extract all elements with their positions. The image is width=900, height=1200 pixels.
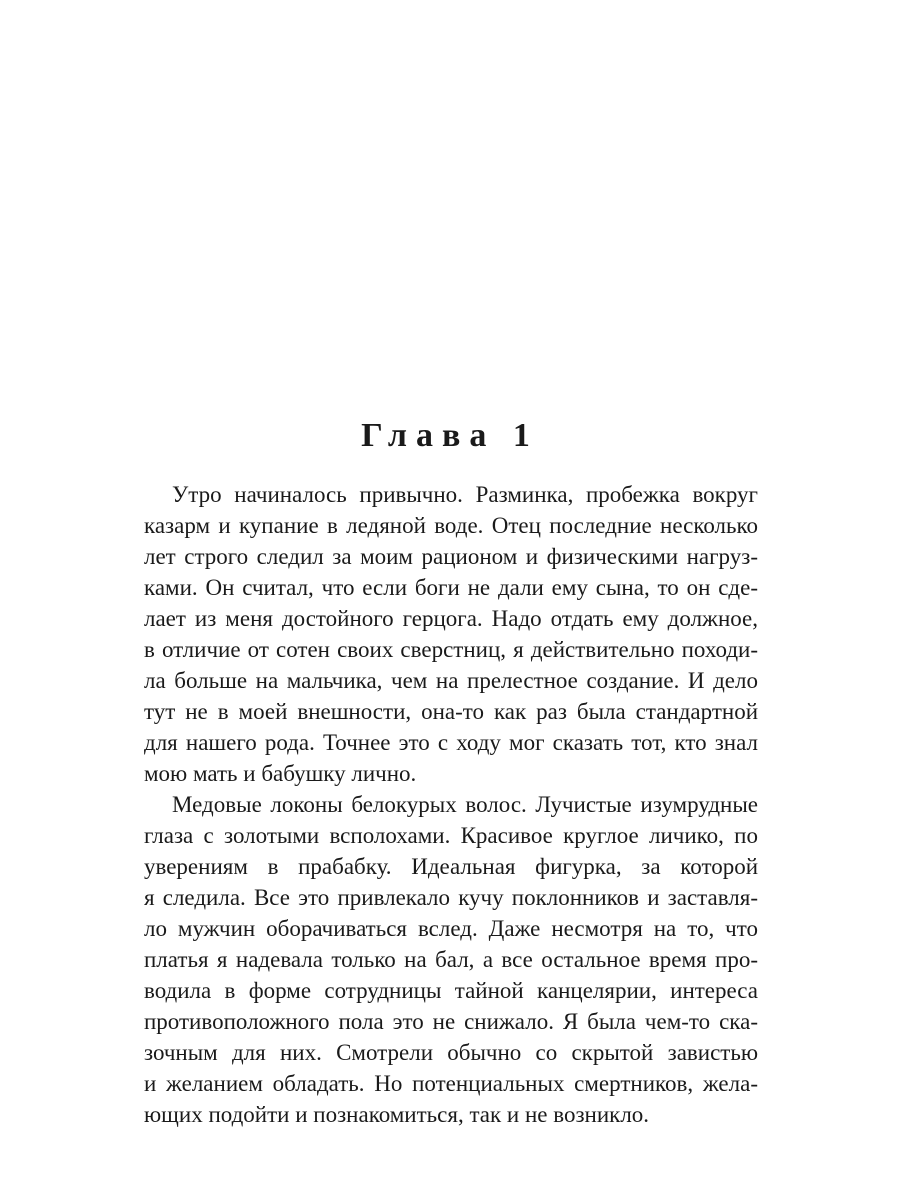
paragraph-1-line: ла больше на мальчика, чем на прелестное создание. И дело <box>144 668 758 693</box>
paragraph-1-line: казарм и купание в ледяной воде. Отец последние несколько <box>144 513 758 538</box>
paragraph-1-line: ками. Он считал, что если боги не дали ему сына, то он сде- <box>144 575 758 600</box>
paragraph-1-line: в отличие от сотен своих сверстниц, я действительно походи- <box>144 637 758 662</box>
paragraph-2-line: ющих подойти и познакомиться, так и не возникло. <box>144 1102 650 1127</box>
paragraph-1-line: мою мать и бабушку лично. <box>144 761 417 786</box>
paragraph-2-line: противоположного пола это не снижало. Я была чем-то ска- <box>144 1009 758 1034</box>
paragraph-2-line: водила в форме сотрудницы тайной канцелярии, интереса <box>144 978 758 1003</box>
paragraph-2-line: ло мужчин оборачиваться вслед. Даже несмотря на то, что <box>144 916 758 941</box>
chapter-title: Глава 1 <box>361 417 539 454</box>
paragraph-1-line: лает из меня достойного герцога. Надо отдать ему должное, <box>144 606 758 631</box>
paragraph-2-line: зочным для них. Смотрели обычно со скрытой завистью <box>144 1040 758 1065</box>
paragraph-2-line: я следила. Все это привлекало кучу поклонников и заставля- <box>144 885 758 910</box>
paragraph-2-line: и желанием обладать. Но потенциальных смертников, жела- <box>144 1071 758 1096</box>
paragraph-2-line: платья я надевала только на бал, а все остальное время про- <box>144 947 758 972</box>
paragraph-2-line: Медовые локоны белокурых волос. Лучистые изумрудные <box>172 792 758 817</box>
paragraph-1-line: лет строго следил за моим рационом и физическими нагруз- <box>144 544 758 569</box>
paragraph-2-line: глаза с золотыми всполохами. Красивое круглое личико, по <box>144 823 758 848</box>
paragraph-1-line: для нашего рода. Точнее это с ходу мог сказать тот, кто знал <box>144 730 758 755</box>
paragraph-1-line: тут не в моей внешности, она-то как раз была стандартной <box>144 699 758 724</box>
paragraph-2-line: уверениям в прабабку. Идеальная фигурка, за которой <box>144 854 758 879</box>
paragraph-1-line: Утро начиналось привычно. Разминка, пробежка вокруг <box>172 482 758 507</box>
